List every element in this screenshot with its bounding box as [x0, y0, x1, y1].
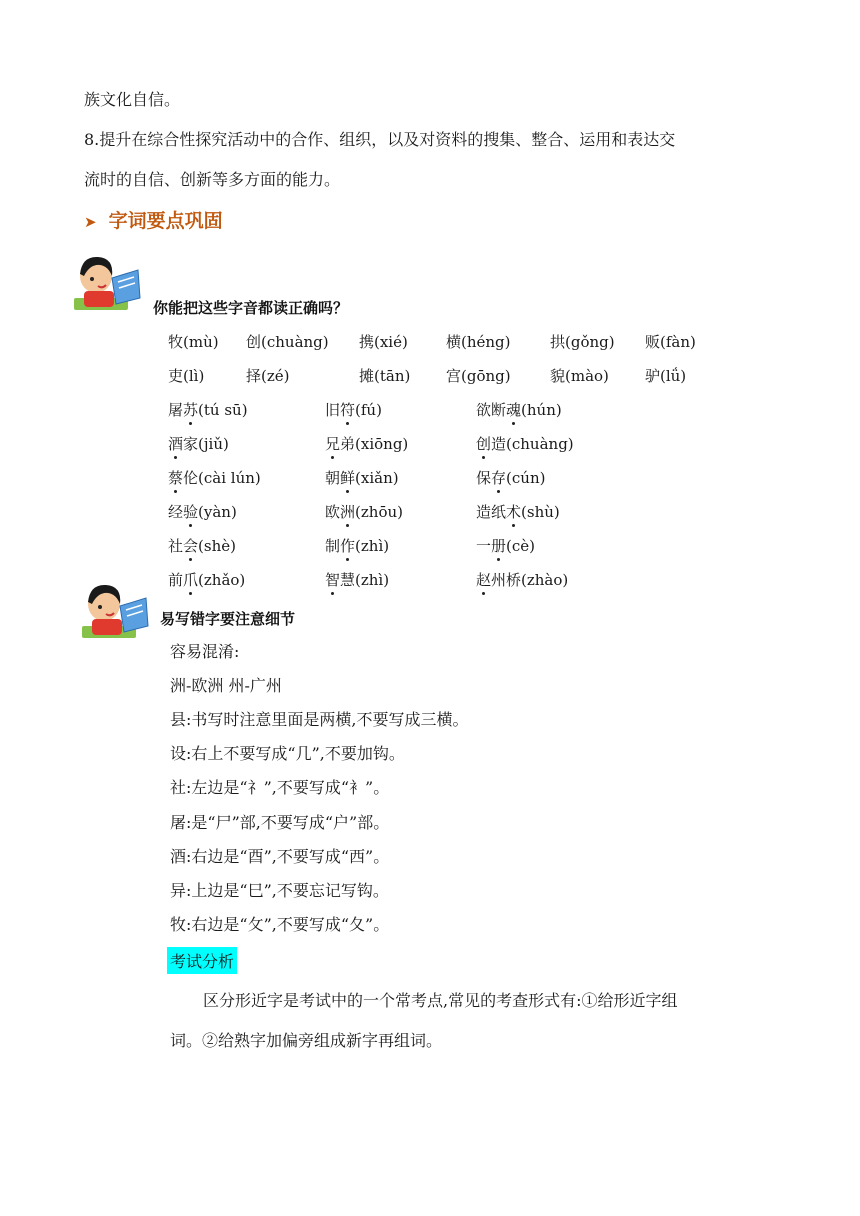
kid-reading-icon	[80, 582, 156, 640]
word-item: 经验(yàn)	[168, 503, 237, 521]
typo-line: 异:上边是“巳”,不要忘记写钩。	[170, 881, 389, 900]
word-item: 旧符(fú)	[325, 401, 382, 419]
exam-line-2: 词。②给熟字加偏旁组成新字再组词。	[170, 1031, 443, 1050]
word-item: 保存(cún)	[476, 469, 546, 487]
char-item: 携(xié)	[359, 333, 408, 351]
word-item: 一册(cè)	[476, 537, 536, 555]
typo-line: 洲-欧洲 州-广州	[170, 676, 282, 695]
typo-line: 县:书写时注意里面是两横,不要写成三横。	[170, 710, 469, 729]
word-item: 前爪(zhǎo)	[168, 571, 246, 589]
word-item: 制作(zhì)	[325, 537, 390, 555]
typo-line: 设:右上不要写成“几”,不要加钩。	[170, 744, 405, 763]
char-item: 拱(gǒng)	[550, 333, 615, 351]
typo-line: 酒:右边是“酉”,不要写成“西”。	[170, 847, 390, 866]
word-item: 赵州桥(zhào)	[476, 571, 569, 589]
pronunciation-heading: 你能把这些字音都读正确吗？	[153, 299, 349, 317]
char-item: 摊(tān)	[359, 367, 411, 385]
word-item: 朝鲜(xiǎn)	[325, 469, 399, 487]
intro-line-2: 8.提升在综合性探究活动中的合作、组织，以及对资料的搜集、整合、运用和表达交	[84, 130, 676, 149]
intro-line-1: 族文化自信。	[84, 90, 181, 109]
word-item: 社会(shè)	[168, 537, 236, 555]
typo-line: 牧:右边是“攵”,不要写成“夂”。	[170, 915, 390, 934]
intro-line-3: 流时的自信、创新等多方面的能力。	[84, 170, 341, 189]
char-item: 宫(gōng)	[446, 367, 511, 385]
char-item: 牧(mù)	[168, 333, 219, 351]
char-item: 貌(mào)	[550, 367, 609, 385]
word-item: 酒家(jiǔ)	[168, 435, 229, 453]
exam-line-1: 区分形近字是考试中的一个常考点,常见的考查形式有:①给形近字组	[203, 991, 678, 1010]
section-title: 字词要点巩固	[108, 210, 223, 232]
char-item: 贩(fàn)	[645, 333, 696, 351]
word-item: 造纸术(shù)	[476, 503, 560, 521]
arrow-bullet-icon: ➤	[84, 213, 97, 231]
kid-reading-icon	[72, 254, 148, 312]
word-item: 蔡伦(cài lún)	[168, 469, 261, 487]
typo-line: 屠:是“尸”部,不要写成“户”部。	[170, 813, 390, 832]
char-item: 创(chuàng)	[246, 333, 329, 351]
typo-line: 社:左边是“礻”,不要写成“衤”。	[170, 778, 390, 797]
typos-heading: 易写错字要注意细节	[160, 610, 296, 628]
word-item: 欲断魂(hún)	[476, 401, 562, 419]
char-item: 横(héng)	[446, 333, 511, 351]
char-item: 吏(lì)	[168, 367, 205, 385]
char-item: 择(zé)	[246, 367, 290, 385]
section-heading	[84, 209, 223, 234]
exam-analysis-label: 考试分析	[167, 947, 237, 974]
word-item: 欧洲(zhōu)	[325, 503, 403, 521]
char-item: 驴(lǘ)	[645, 367, 687, 385]
word-item: 兄弟(xiōng)	[325, 435, 409, 453]
word-item: 创造(chuàng)	[476, 435, 574, 453]
typo-line: 容易混淆:	[170, 642, 240, 661]
word-item: 屠苏(tú sū)	[168, 401, 248, 419]
word-item: 智慧(zhì)	[325, 571, 390, 589]
